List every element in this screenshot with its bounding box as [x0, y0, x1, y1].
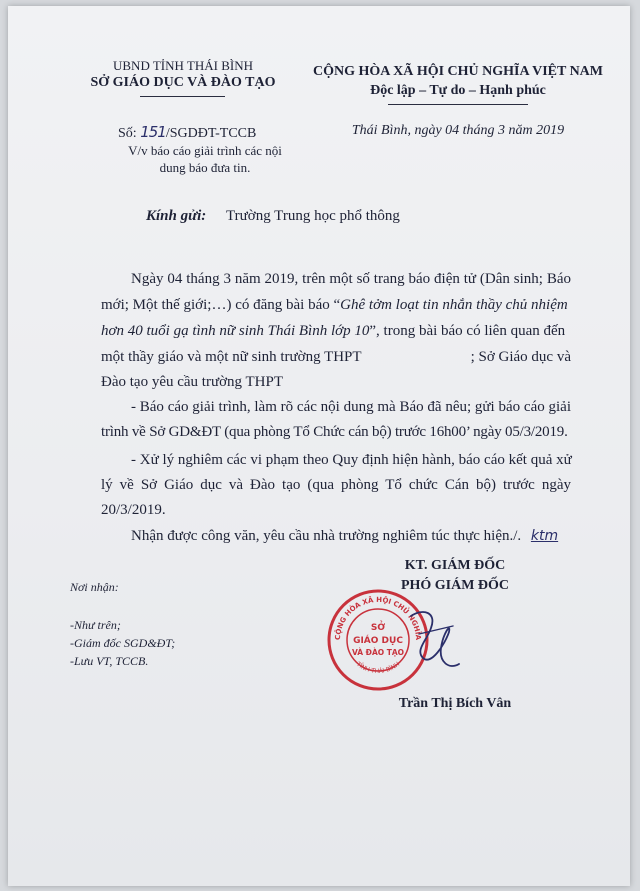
body-p1-line2: [101, 297, 571, 314]
body-p1-line4: [101, 349, 571, 366]
body-p1-line4-a: một thầy giáo và một nữ sinh trường THPT: [101, 349, 362, 365]
motto-underline: [388, 104, 528, 105]
number-suffix: /SGDĐT-TCCB: [165, 126, 257, 141]
stamp-center-2: GIÁO DỤC: [353, 636, 403, 646]
country-name: CỘNG HÒA XÃ HỘI CHỦ NGHĨA VIỆT NAM: [312, 64, 603, 79]
recipient-name: Trường Trung học phổ thông: [226, 208, 400, 224]
signer-name: Trần Thị Bích Vân: [398, 696, 512, 711]
document-page: [8, 6, 630, 886]
number-handwritten: 151: [140, 123, 166, 141]
body-p2-line2: trình về Sở GD&ĐT (qua phòng Tổ Chức cán bộ) trước 16h00’ ngày 05/3/2019.: [101, 424, 568, 440]
number-prefix: Số:: [118, 126, 137, 141]
body-p1-line3: [101, 323, 571, 340]
subject-line-2: dung báo đưa tin.: [159, 160, 251, 175]
handwritten-initials: ktm: [530, 528, 559, 544]
body-p1-line3-b: ”, trong bài báo có liên quan đến: [369, 323, 566, 339]
authority-name: UBND TỈNH THÁI BÌNH: [113, 58, 253, 73]
body-p3-line1: - Xử lý nghiêm các vi phạm theo Quy định hiện hành, báo cáo kết quả xử: [131, 452, 572, 468]
recipients-title: Nơi nhận:: [70, 580, 119, 594]
signature-title-2: PHÓ GIÁM ĐỐC: [400, 578, 510, 593]
body-p3-line2: lý về Sở Giáo dục và Đào tạo (qua phòng Tổ chức Cán bộ) trước ngày: [101, 477, 571, 493]
body-p4: [131, 528, 601, 545]
stamp-center-3: VÀ ĐÀO TẠO: [351, 648, 405, 657]
body-p3-line3: 20/3/2019.: [101, 502, 166, 518]
body-p1-line5: Đào tạo yêu cầu trường THPT: [101, 374, 283, 390]
article-title-part2: hơn 40 tuổi gạ tình nữ sinh Thái Bình lớp 10: [101, 323, 370, 339]
recipient-label: Kính gửi:: [146, 208, 207, 224]
recipient-item-3: -Lưu VT, TCCB.: [70, 654, 149, 668]
national-motto: Độc lập – Tự do – Hạnh phúc: [370, 83, 546, 98]
signature-title-1: KT. GIÁM ĐỐC: [404, 558, 506, 573]
place-and-date: Thái Bình, ngày 04 tháng 3 năm 2019: [351, 123, 565, 138]
document-number: [118, 123, 256, 142]
stamp-ring-text: CỘNG HÒA XÃ HỘI CHỦ NGHĨA: [333, 595, 423, 641]
stamp-bottom-text: TỈNH THÁI BÌNH: [354, 660, 402, 675]
handwritten-signature: [393, 604, 473, 694]
article-title-part1: Ghê tởm loạt tin nhắn thầy chủ nhiệm: [340, 297, 568, 313]
recipient-item-2: -Giám đốc SGD&ĐT;: [70, 636, 176, 650]
recipient-item-1: -Như trên;: [70, 618, 121, 632]
body-p4-text: Nhận được công văn, yêu cầu nhà trường nghiêm túc thực hiện./.: [131, 528, 522, 544]
department-underline: [140, 96, 225, 97]
subject-line-1: V/v báo cáo giải trình các nội: [128, 143, 282, 158]
body-p2-line1: - Báo cáo giải trình, làm rõ các nội dung mà Báo đã nêu; gửi báo cáo giải: [131, 399, 571, 415]
body-p1-line1: Ngày 04 tháng 3 năm 2019, trên một số trang báo điện tử (Dân sinh; Báo: [131, 271, 571, 287]
body-p1-line2-a: mới; Một thế giới;…) có đăng bài báo “: [101, 297, 341, 313]
recipient-line: [146, 208, 400, 225]
stamp-center-1: SỞ: [370, 623, 386, 633]
department-name: SỞ GIÁO DỤC VÀ ĐÀO TẠO: [90, 75, 276, 90]
body-p1-line4-b: ; Sở Giáo dục và: [470, 349, 571, 365]
